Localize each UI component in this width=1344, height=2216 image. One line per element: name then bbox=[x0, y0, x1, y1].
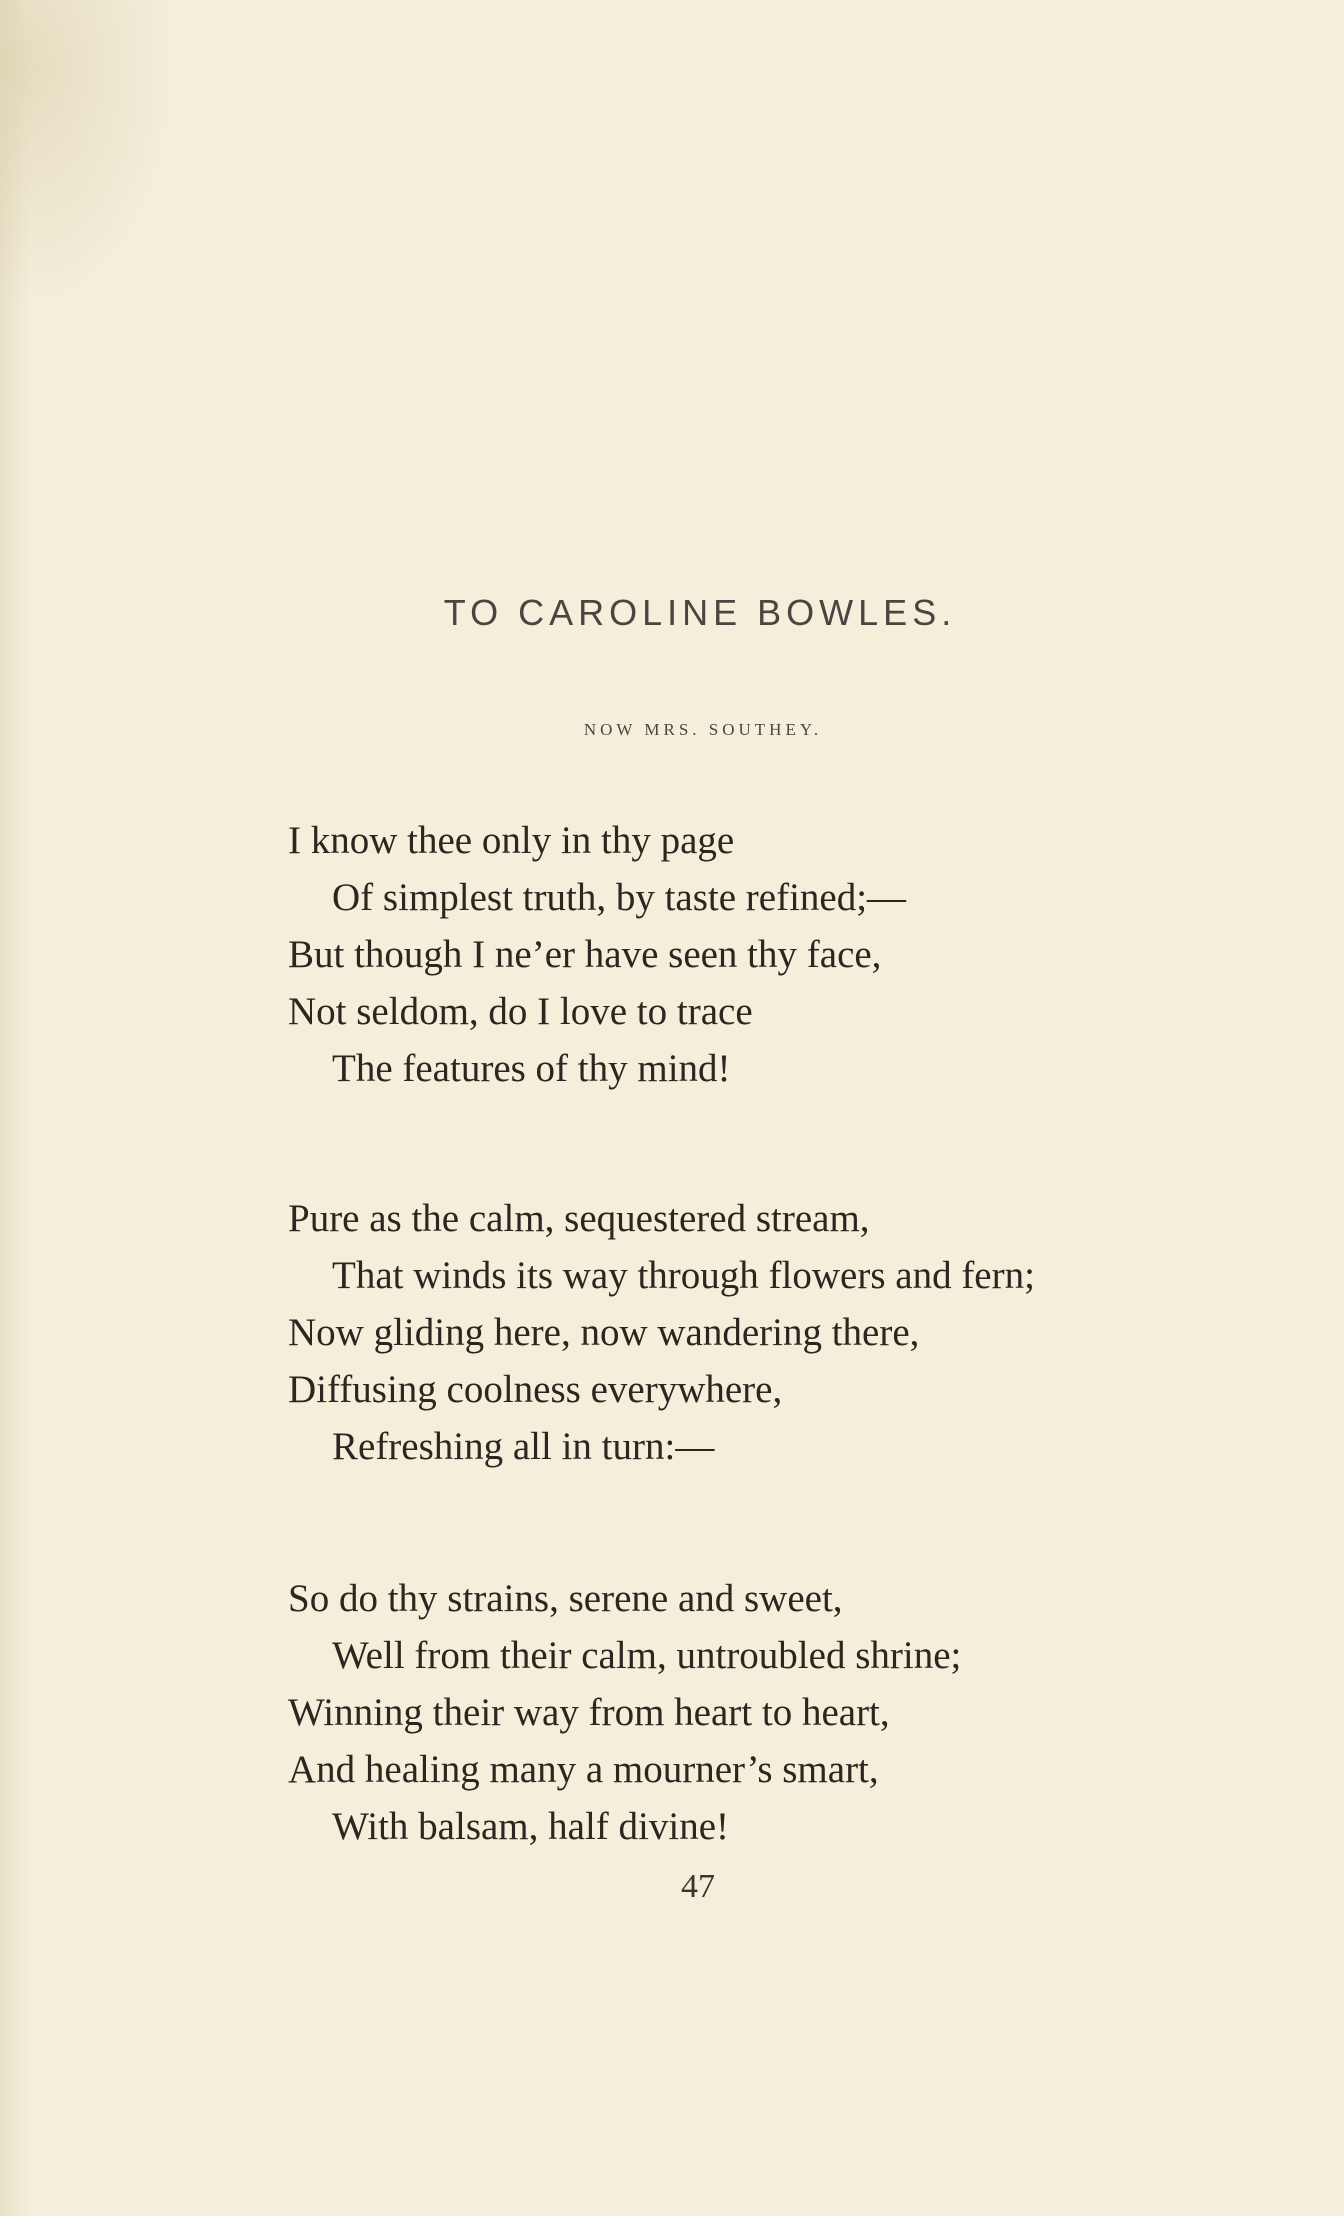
stanza-3 bbox=[288, 1570, 961, 1855]
poem-line: And healing many a mourner’s smart, bbox=[288, 1748, 879, 1791]
poem-line: Diffusing coolness everywhere, bbox=[288, 1368, 783, 1411]
poem-line: Now gliding here, now wandering there, bbox=[288, 1311, 920, 1354]
poem-line: So do thy strains, serene and sweet, bbox=[288, 1577, 843, 1620]
poem-line: Refreshing all in turn:— bbox=[332, 1425, 715, 1468]
stanza-1 bbox=[288, 812, 906, 1097]
poem-line: Of simplest truth, by taste refined;— bbox=[332, 876, 907, 919]
poem-line: With balsam, half divine! bbox=[332, 1805, 729, 1848]
page-number: 47 bbox=[681, 1868, 715, 1905]
poem-subtitle: NOW MRS. SOUTHEY. bbox=[583, 720, 823, 739]
poem-line: But though I ne’er have seen thy face, bbox=[288, 933, 882, 976]
poem-line: Not seldom, do I love to trace bbox=[288, 990, 753, 1033]
poem-line: Well from their calm, untroubled shrine; bbox=[332, 1634, 962, 1677]
poem-line: Pure as the calm, sequestered stream, bbox=[288, 1197, 870, 1240]
poem-title: TO CAROLINE BOWLES. bbox=[443, 592, 957, 633]
poem-line: I know thee only in thy page bbox=[288, 819, 735, 862]
poem-line: Winning their way from heart to heart, bbox=[288, 1691, 890, 1734]
stanza-2 bbox=[288, 1190, 1035, 1475]
poem-line: That winds its way through flowers and fern; bbox=[332, 1254, 1035, 1297]
poem-line: The features of thy mind! bbox=[332, 1047, 731, 1090]
